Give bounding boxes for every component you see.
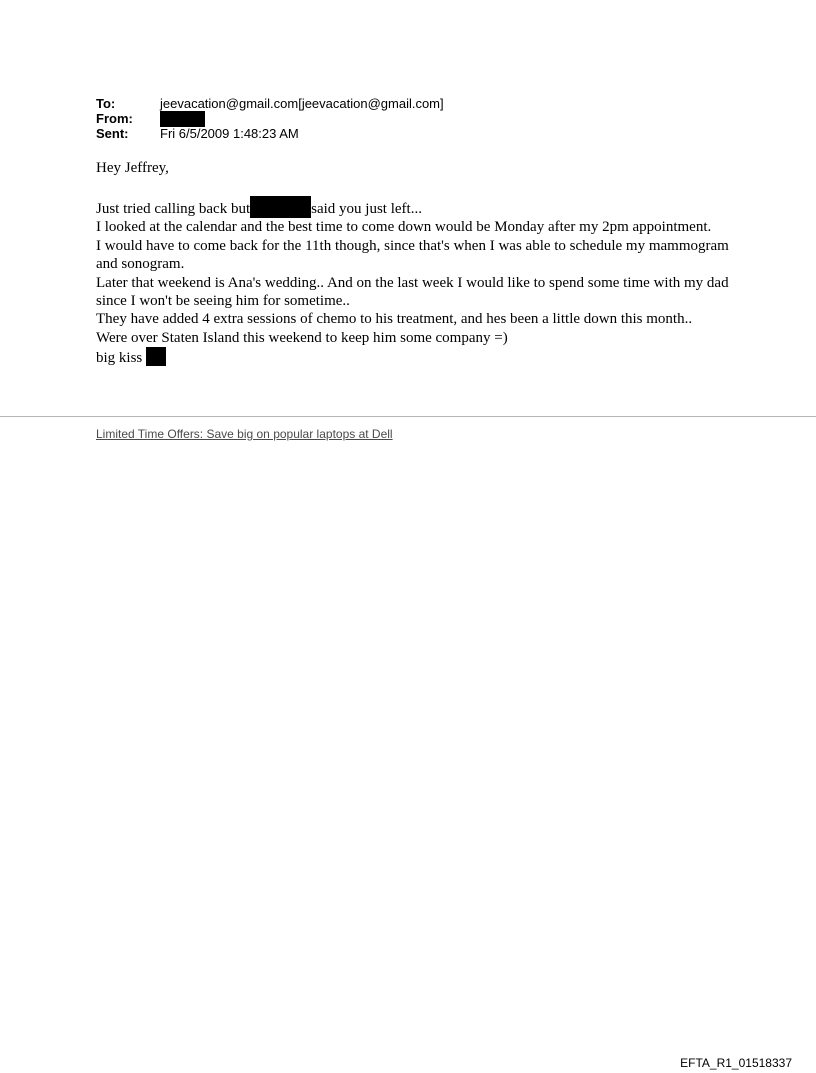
signature-redaction bbox=[146, 347, 166, 366]
footer-divider bbox=[0, 416, 816, 417]
to-value: jeevacation@gmail.com[jeevacation@gmail.com] bbox=[160, 96, 444, 111]
sent-label: Sent: bbox=[96, 126, 129, 141]
email-body bbox=[96, 196, 736, 368]
from-row bbox=[96, 111, 444, 126]
to-label: To: bbox=[96, 96, 116, 111]
email-greeting: Hey Jeffrey, bbox=[96, 160, 169, 176]
body-line-1 bbox=[96, 196, 736, 218]
body-paragraph-4: Later that weekend is Ana's wedding.. And on the last week I would like to spend some time with my dad since I won't be seeing him for sometime.. bbox=[96, 274, 729, 310]
dell-ad-link[interactable]: Limited Time Offers: Save big on popular laptops at Dell bbox=[96, 427, 393, 441]
signoff-line bbox=[96, 347, 736, 367]
document-id: EFTA_R1_01518337 bbox=[680, 1056, 792, 1070]
body-paragraph-6: Were over Staten Island this weekend to keep him some company =) bbox=[96, 329, 508, 346]
body-line-1-start: Just tried calling back but bbox=[96, 201, 251, 217]
sent-value: Fri 6/5/2009 1:48:23 AM bbox=[160, 126, 299, 141]
email-header bbox=[96, 96, 444, 141]
from-label: From: bbox=[96, 111, 133, 126]
body-paragraph-2: I looked at the calendar and the best time to come down would be Monday after my 2pm appointment. bbox=[96, 219, 712, 236]
body-line-1-end: said you just left... bbox=[311, 201, 422, 217]
signoff-text: big kiss bbox=[96, 350, 147, 367]
from-redaction bbox=[160, 111, 205, 127]
body-paragraph-3: I would have to come back for the 11th though, since that's when I was able to schedule my mammogram and sonogram. bbox=[96, 237, 729, 273]
body-paragraph-5: They have added 4 extra sessions of chemo to his treatment, and hes been a little down this month.. bbox=[96, 311, 693, 328]
sent-row bbox=[96, 126, 444, 141]
to-row bbox=[96, 96, 444, 111]
name-redaction bbox=[250, 196, 311, 218]
